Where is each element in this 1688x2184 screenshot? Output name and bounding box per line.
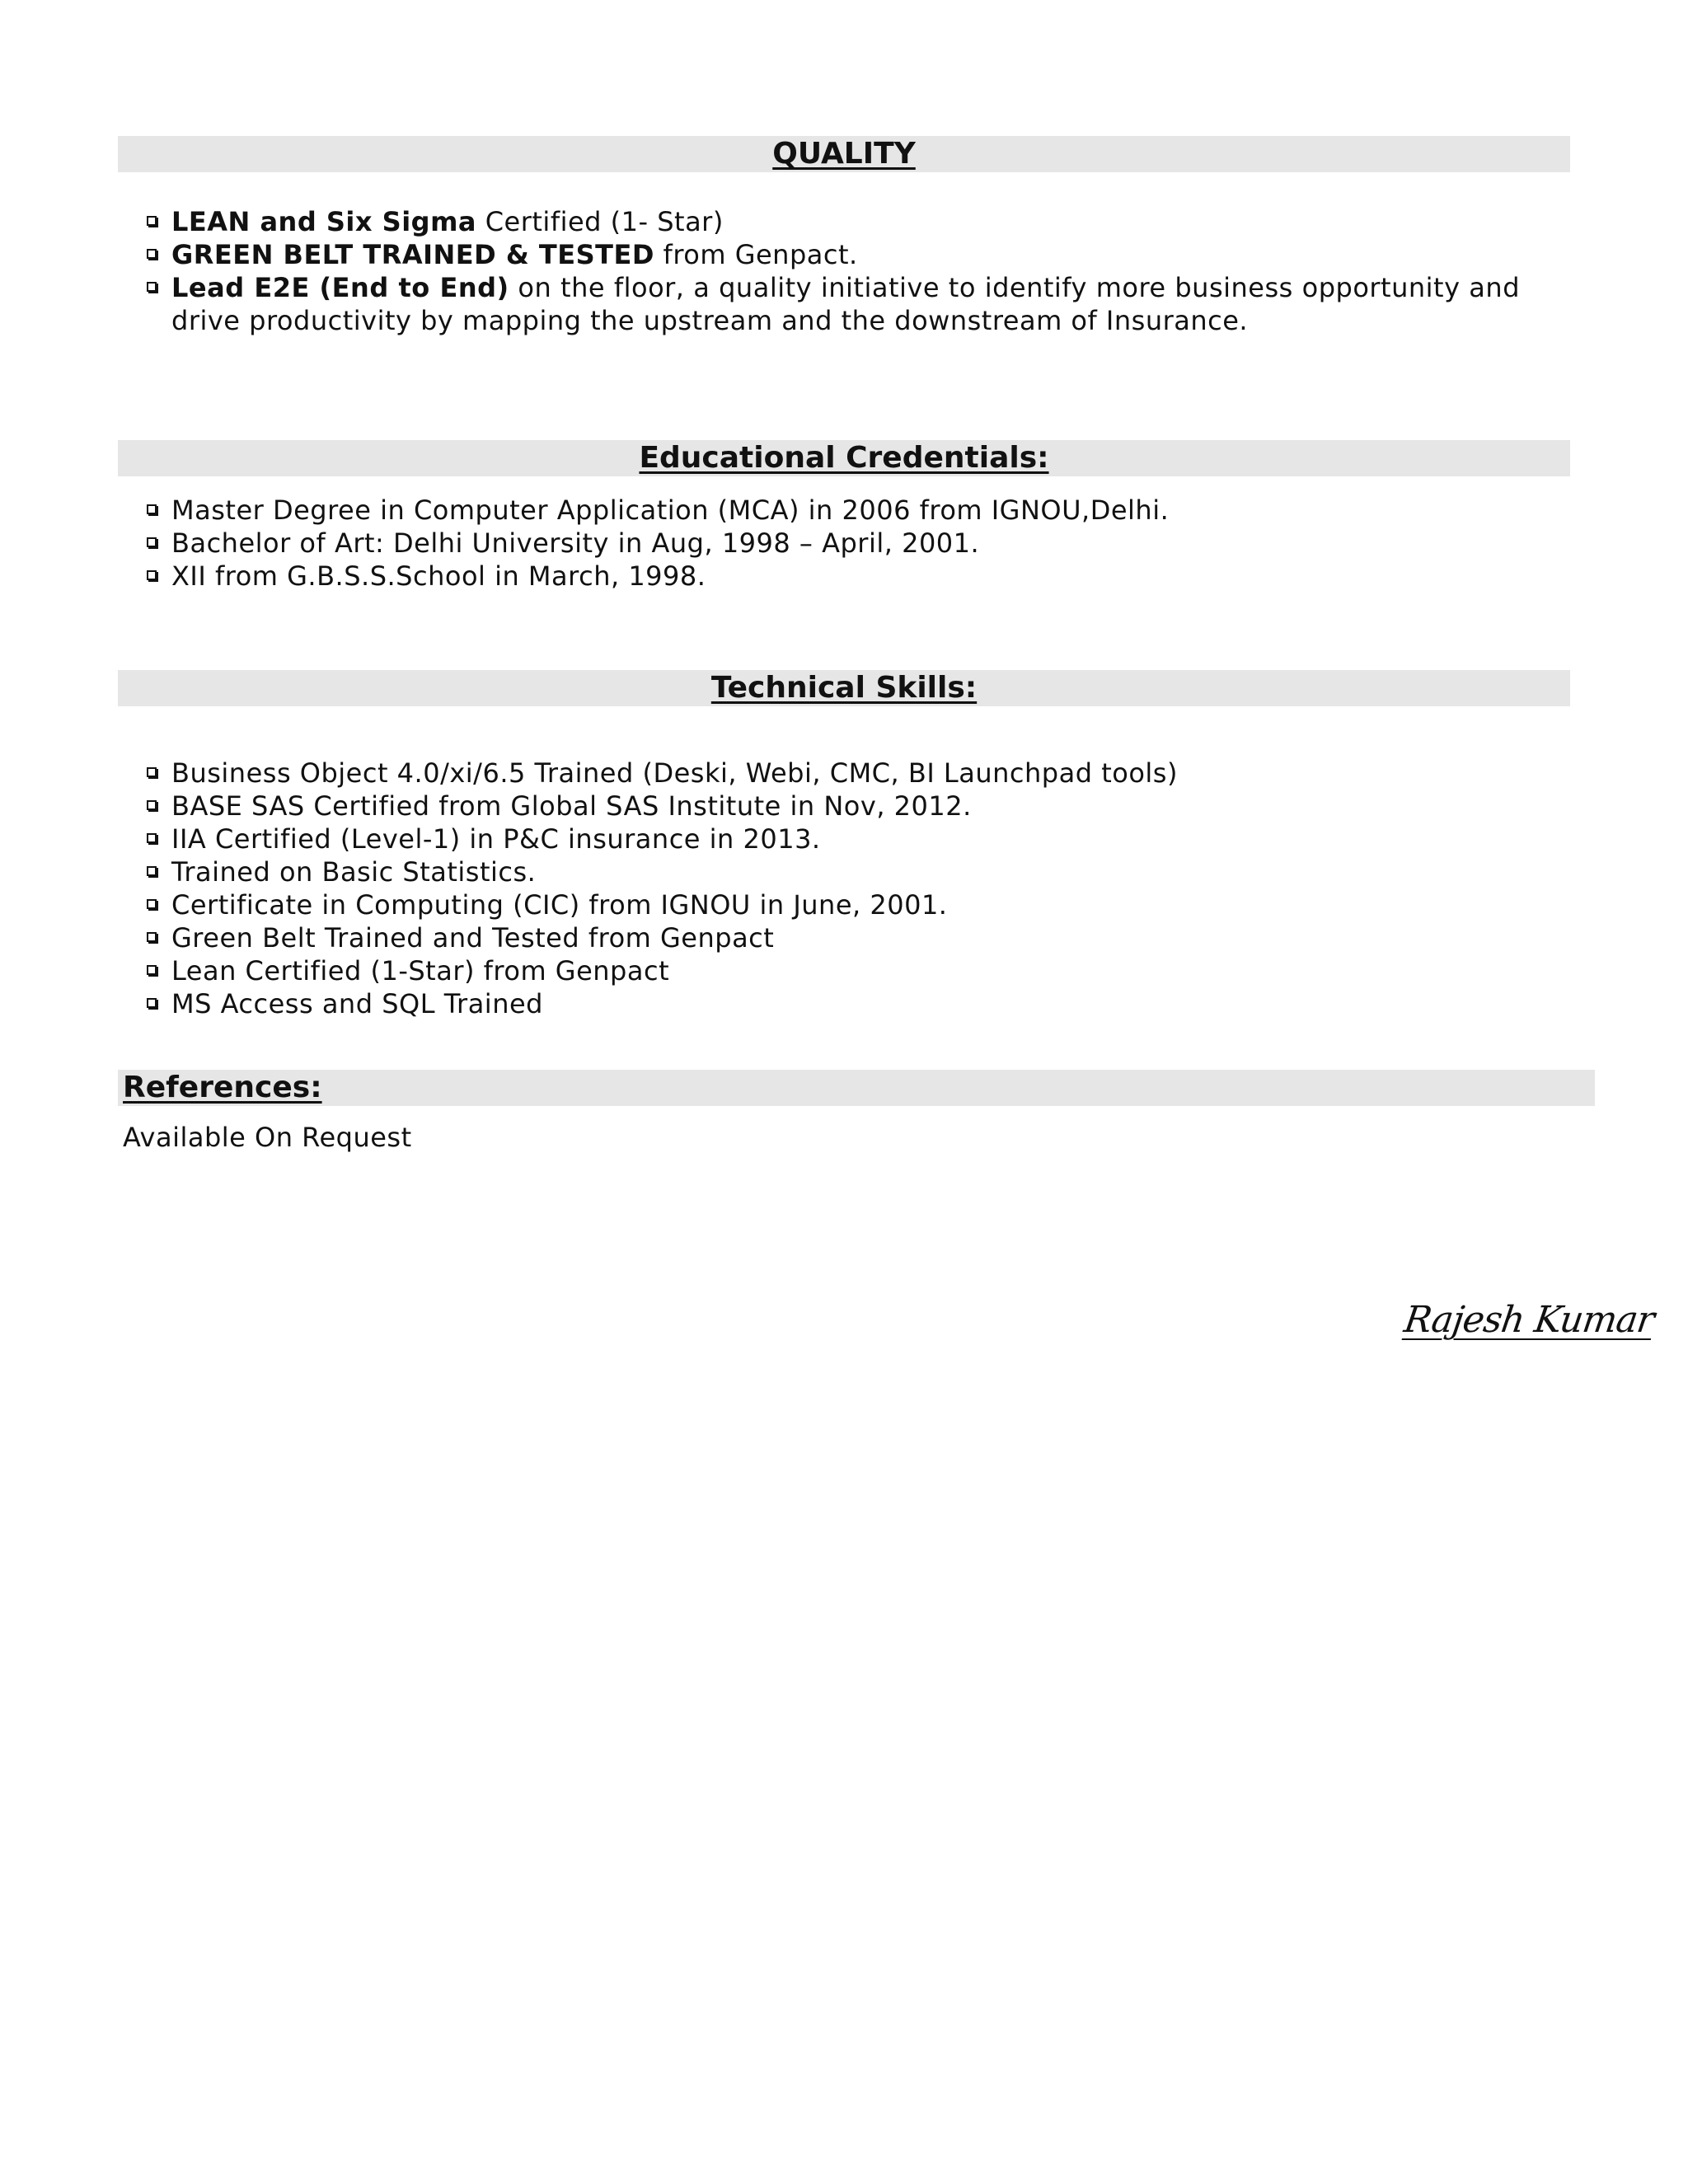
list-item: MS Access and SQL Trained: [145, 987, 1520, 1020]
checkbox-bullet-icon: [147, 504, 157, 514]
list-item: Certificate in Computing (CIC) from IGNOU in June, 2001.: [145, 888, 1520, 921]
list-item: Lean Certified (1-Star) from Genpact: [145, 954, 1520, 987]
quality-heading: QUALITY: [772, 137, 916, 171]
technical-list: [145, 757, 1520, 1020]
checkbox-bullet-icon: [147, 800, 157, 810]
checkbox-bullet-icon: [147, 965, 157, 975]
checkbox-bullet-icon: [147, 866, 157, 876]
education-header-bar: [118, 440, 1570, 476]
checkbox-bullet-icon: [147, 998, 157, 1008]
signature: Rajesh Kumar: [1401, 1299, 1657, 1341]
list-item: BASE SAS Certified from Global SAS Institute in Nov, 2012.: [145, 790, 1520, 823]
list-item: IIA Certified (Level-1) in P&C insurance in 2013.: [145, 823, 1520, 855]
list-item: Green Belt Trained and Tested from Genpact: [145, 921, 1520, 954]
checkbox-bullet-icon: [147, 216, 157, 226]
references-header-bar: [118, 1070, 1595, 1106]
checkbox-bullet-icon: [147, 570, 157, 580]
checkbox-bullet-icon: [147, 932, 157, 942]
references-text: Available On Request: [123, 1122, 412, 1153]
quality-list: [145, 205, 1520, 337]
references-heading: References:: [123, 1071, 322, 1104]
list-item: GREEN BELT TRAINED & TESTED from Genpact.: [145, 238, 1520, 271]
list-item: Master Degree in Computer Application (MCA) in 2006 from IGNOU,Delhi.: [145, 494, 1520, 527]
checkbox-bullet-icon: [147, 899, 157, 909]
checkbox-bullet-icon: [147, 833, 157, 843]
technical-header-bar: [118, 670, 1570, 706]
list-item: XII from G.B.S.S.School in March, 1998.: [145, 560, 1520, 593]
checkbox-bullet-icon: [147, 537, 157, 547]
checkbox-bullet-icon: [147, 767, 157, 777]
list-item: Bachelor of Art: Delhi University in Aug, 1998 – April, 2001.: [145, 527, 1520, 560]
education-list: [145, 494, 1520, 593]
quality-header-bar: [118, 136, 1570, 172]
list-item: Lead E2E (End to End) on the floor, a quality initiative to identify more business opportunity and drive productivity by mapping the upstream and the downstream of Insurance.: [145, 271, 1520, 337]
list-item: Business Object 4.0/xi/6.5 Trained (Deski, Webi, CMC, BI Launchpad tools): [145, 757, 1520, 790]
checkbox-bullet-icon: [147, 249, 157, 259]
list-item: LEAN and Six Sigma Certified (1- Star): [145, 205, 1520, 238]
education-heading: Educational Credentials:: [639, 441, 1049, 475]
list-item: Trained on Basic Statistics.: [145, 855, 1520, 888]
technical-heading: Technical Skills:: [710, 671, 978, 705]
checkbox-bullet-icon: [147, 282, 157, 292]
